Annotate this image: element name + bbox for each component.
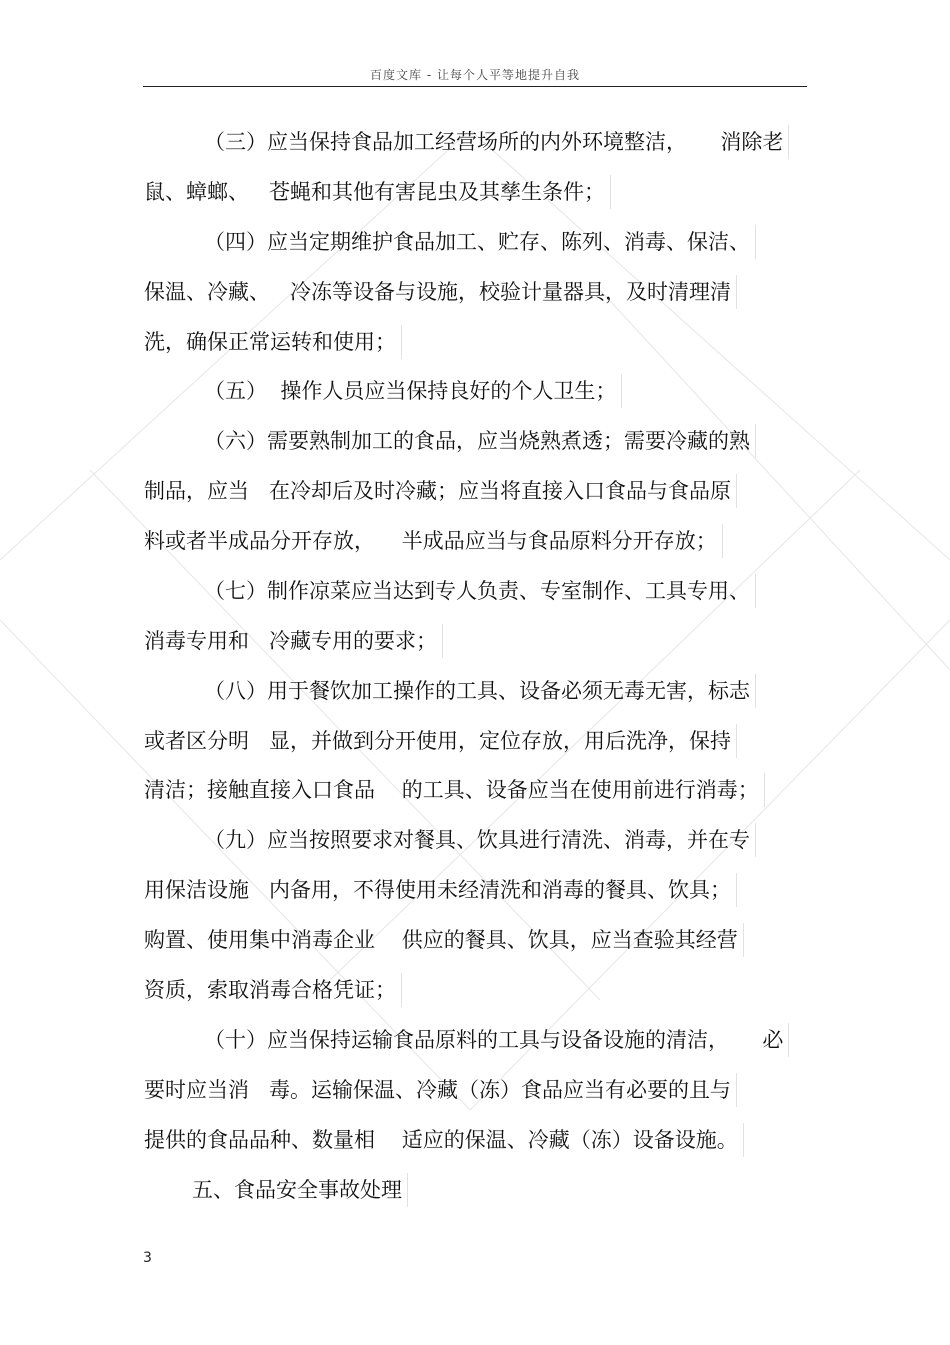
text-line: （五） 操作人员应当保持良好的个人卫生； [204, 376, 616, 406]
text-line: 保温、冷藏、 冷冻等设备与设施，校验计量器具，及时清理清 [144, 277, 731, 307]
text-line: （三）应当保持食品加工经营场所的内外环境整洁， 消除老 [204, 127, 783, 157]
text-line: 或者区分明 显，并做到分开使用，定位存放，用后洗净，保持 [144, 726, 731, 756]
text-line: 料或者半成品分开存放， 半成品应当与食品原料分开存放； [144, 526, 717, 556]
text-line: （六）需要熟制加工的食品，应当烧熟煮透；需要冷藏的熟 [204, 426, 750, 456]
text-line: （八）用于餐饮加工操作的工具、设备必须无毒无害，标志 [204, 676, 750, 706]
text-line: 要时应当消 毒。运输保温、冷藏（冻）食品应当有必要的且与 [144, 1075, 731, 1105]
text-line: （九）应当按照要求对餐具、饮具进行清洗、消毒，并在专 [204, 825, 750, 855]
page-header: 百度文库 - 让每个人平等地提升自我 [370, 68, 580, 82]
text-line: （四）应当定期维护食品加工、贮存、陈列、消毒、保洁、 [204, 227, 750, 257]
text-line: （七）制作凉菜应当达到专人负责、专室制作、工具专用、 [204, 576, 750, 606]
text-line: 用保洁设施 内备用，不得使用未经清洗和消毒的餐具、饮具； [144, 875, 731, 905]
text-line: 购置、使用集中消毒企业 供应的餐具、饮具，应当查验其经营 [144, 925, 738, 955]
text-line: （十）应当保持运输食品原料的工具与设备设施的清洁， 必 [204, 1025, 783, 1055]
text-line: 鼠、蟑螂、 苍蝇和其他有害昆虫及其孳生条件； [144, 177, 605, 207]
text-line: 制品，应当 在冷却后及时冷藏；应当将直接入口食品与食品原 [144, 476, 731, 506]
header-rule [143, 86, 807, 87]
text-line: 洗，确保正常运转和使用； [144, 327, 396, 357]
page-number: 3 [143, 1250, 152, 1266]
section-heading: 五、食品安全事故处理 [192, 1175, 402, 1205]
text-line: 资质，索取消毒合格凭证； [144, 975, 396, 1005]
text-line: 消毒专用和 冷藏专用的要求； [144, 626, 437, 656]
text-line: 清洁；接触直接入口食品 的工具、设备应当在使用前进行消毒； [144, 775, 759, 805]
text-line: 提供的食品品种、数量相 适应的保温、冷藏（冻）设备设施。 [144, 1125, 738, 1155]
